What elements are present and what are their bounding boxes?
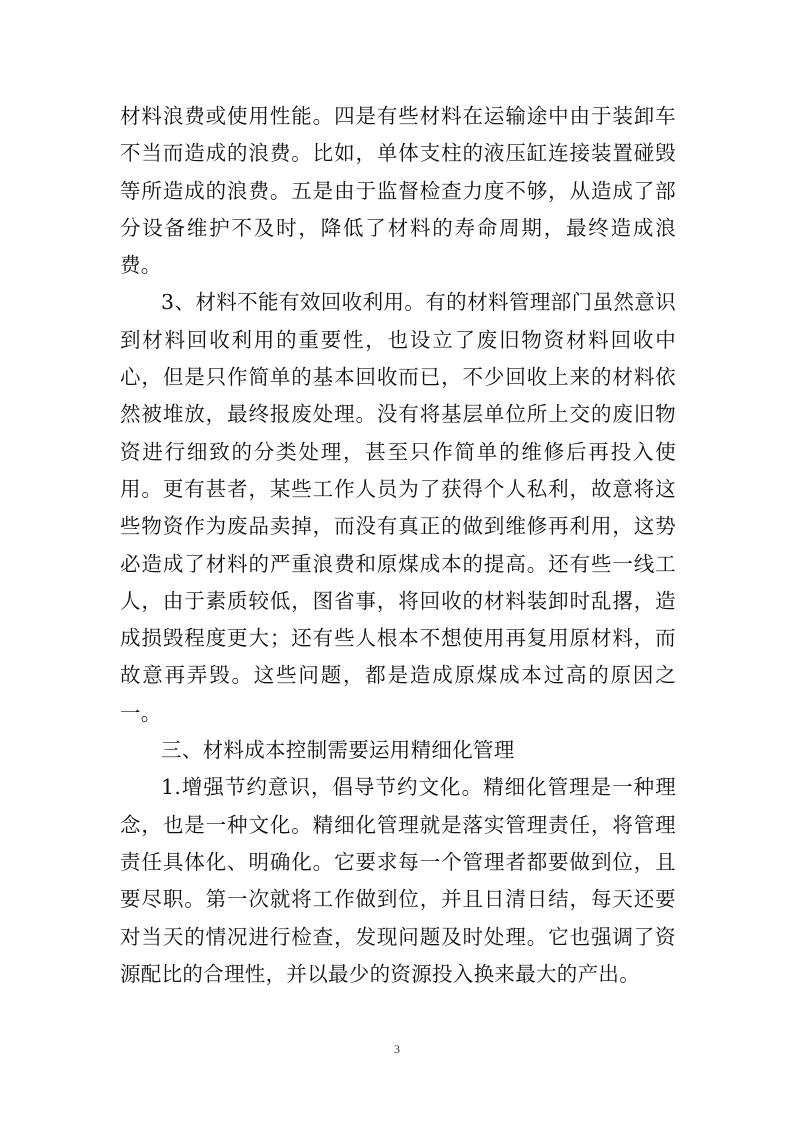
paragraph-recycling-problem: 3、材料不能有效回收利用。有的材料管理部门虽然意识到材料回收利用的重要性，也设立了废旧物资材料回收中心，但是只作简单的基本回收而已，不少回收上来的材料依然被堆放，最终报废处理。没有将基层单位所上交的废旧物资进行细致的分类处理，甚至只作简单的维修后再投入使用。更有甚者，某些工作人员为了获得个人私利，故意将这些物资作为废品卖掉，而没有真正的做到维修再利用，这势必造成了材料的严重浪费和原煤成本的提高。还有些一线工人，由于素质较低，图省事，将回收的材料装卸时乱撂，造成损毁程度更大；还有些人根本不想使用再复用原材料，而故意再弄毁。这些问题，都是造成原煤成本过高的原因之一。 — [120, 290, 676, 725]
document-body — [120, 98, 676, 993]
page-number: 3 — [394, 1042, 400, 1056]
paragraph-frugality-culture: 1.增强节约意识，倡导节约文化。精细化管理是一种理念，也是一种文化。精细化管理就是落实管理责任，将管理责任具体化、明确化。它要求每一个管理者都要做到位，且要尽职。第一次就将工作做到位，并且日清日结，每天还要对当天的情况进行检查，发现问题及时处理。它也强调了资源配比的合理性，并以最少的资源投入换来最大的产出。 — [120, 775, 676, 986]
section-heading: 三、材料成本控制需要运用精细化管理 — [161, 738, 515, 763]
paragraph-continued-waste-list: 材料浪费或使用性能。四是有些材料在运输途中由于装卸车不当而造成的浪费。比如，单体支柱的液压缸连接装置碰毁等所造成的浪费。五是由于监督检查力度不够，从造成了部分设备维护不及时，降低了材料的寿命周期，最终造成浪费。 — [120, 104, 676, 278]
